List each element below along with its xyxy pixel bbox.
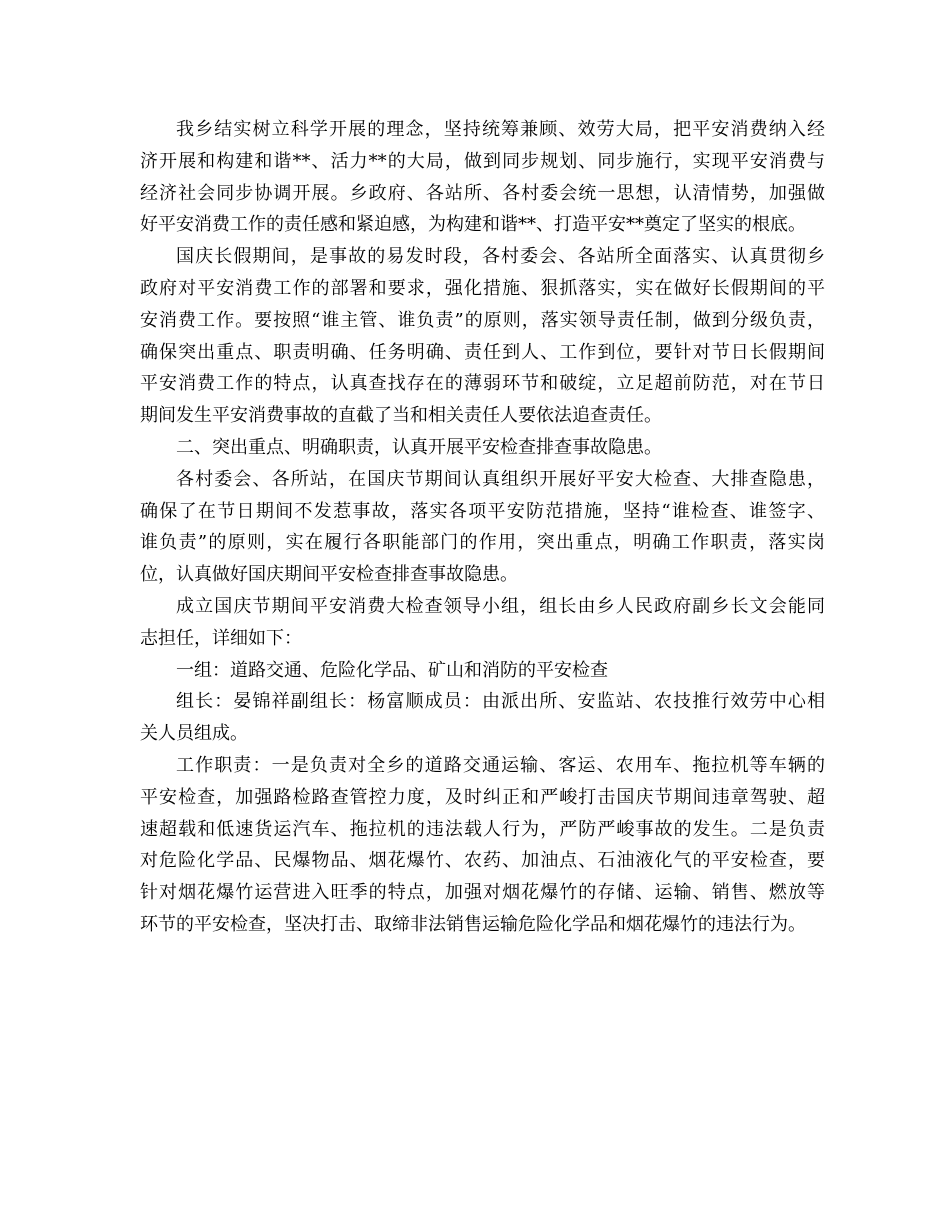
text-line: 位，认真做好国庆期间平安检查排查事故隐患。 (140, 564, 518, 586)
paragraph (140, 750, 825, 941)
text-line: 经济社会同步协调开展。乡政府、各站所、各村委会统一思想，认清情势，加强做 (140, 182, 825, 204)
text-line: 平安检查，加强路检路查管控力度，及时纠正和严峻打击国庆节期间违章驾驶、超 (140, 786, 825, 808)
text-line: 成立国庆节期间平安消费大检查领导小组，组长由乡人民政府副乡长文会能同 (176, 595, 825, 617)
text-line: 关人员组成。 (140, 723, 248, 745)
text-line: 各村委会、各所站，在国庆节期间认真组织开展好平安大检查、大排查隐患， (176, 468, 825, 490)
text-line: 平安消费工作的特点，认真查找存在的薄弱环节和破绽，立足超前防范，对在节日 (140, 373, 825, 395)
text-line: 济开展和构建和谐**、活力**的大局，做到同步规划、同步施行，实现平安消费与 (140, 150, 825, 172)
paragraph (140, 241, 825, 432)
text-line: 确保了在节日期间不发惹事故，落实各项平安防范措施，坚持“谁检查、谁签字、 (140, 500, 825, 522)
paragraph (140, 591, 825, 655)
text-line: 安消费工作。要按照“谁主管、谁负责”的原则，落实领导责任制，做到分级负责， (140, 309, 825, 331)
paragraph (140, 114, 825, 241)
document-page (140, 114, 825, 941)
text-line: 针对烟花爆竹运营进入旺季的特点，加强对烟花爆竹的存储、运输、销售、燃放等 (140, 882, 825, 904)
text-line: 好平安消费工作的责任感和紧迫感，为构建和谐**、打造平安**奠定了坚实的根底。 (140, 214, 806, 236)
text-line: 对危险化学品、民爆物品、烟花爆竹、农药、加油点、石油液化气的平安检查，要 (140, 850, 825, 872)
paragraph (140, 686, 825, 750)
text-line: 国庆长假期间，是事故的易发时段，各村委会、各站所全面落实、认真贯彻乡 (176, 246, 825, 268)
text-line: 期间发生平安消费事故的直截了当和相关责任人要依法追查责任。 (140, 405, 662, 427)
text-line: 我乡结实树立科学开展的理念，坚持统筹兼顾、效劳大局，把平安消费纳入经 (176, 119, 825, 140)
paragraph (140, 655, 825, 687)
text-line: 速超载和低速货运汽车、拖拉机的违法载人行为，严防严峻事故的发生。二是负责 (140, 818, 825, 840)
paragraph (140, 432, 825, 464)
text-line: 志担任，详细如下： (140, 627, 302, 649)
text-line: 确保突出重点、职责明确、任务明确、责任到人、工作到位，要针对节日长假期间 (140, 341, 825, 363)
text-line: 二、突出重点、明确职责，认真开展平安检查排查事故隐患。 (176, 436, 662, 458)
text-line: 环节的平安检查，坚决打击、取缔非法销售运输危险化学品和烟花爆竹的违法行为。 (140, 913, 806, 935)
text-line: 组长：晏锦祥副组长：杨富顺成员：由派出所、安监站、农技推行效劳中心相 (176, 691, 825, 713)
paragraph (140, 464, 825, 591)
text-line: 一组：道路交通、危险化学品、矿山和消防的平安检查 (176, 659, 608, 681)
text-line: 政府对平安消费工作的部署和要求，强化措施、狠抓落实，实在做好长假期间的平 (140, 277, 825, 299)
text-line: 谁负责”的原则，实在履行各职能部门的作用，突出重点，明确工作职责，落实岗 (140, 532, 825, 554)
text-line: 工作职责：一是负责对全乡的道路交通运输、客运、农用车、拖拉机等车辆的 (176, 754, 825, 776)
